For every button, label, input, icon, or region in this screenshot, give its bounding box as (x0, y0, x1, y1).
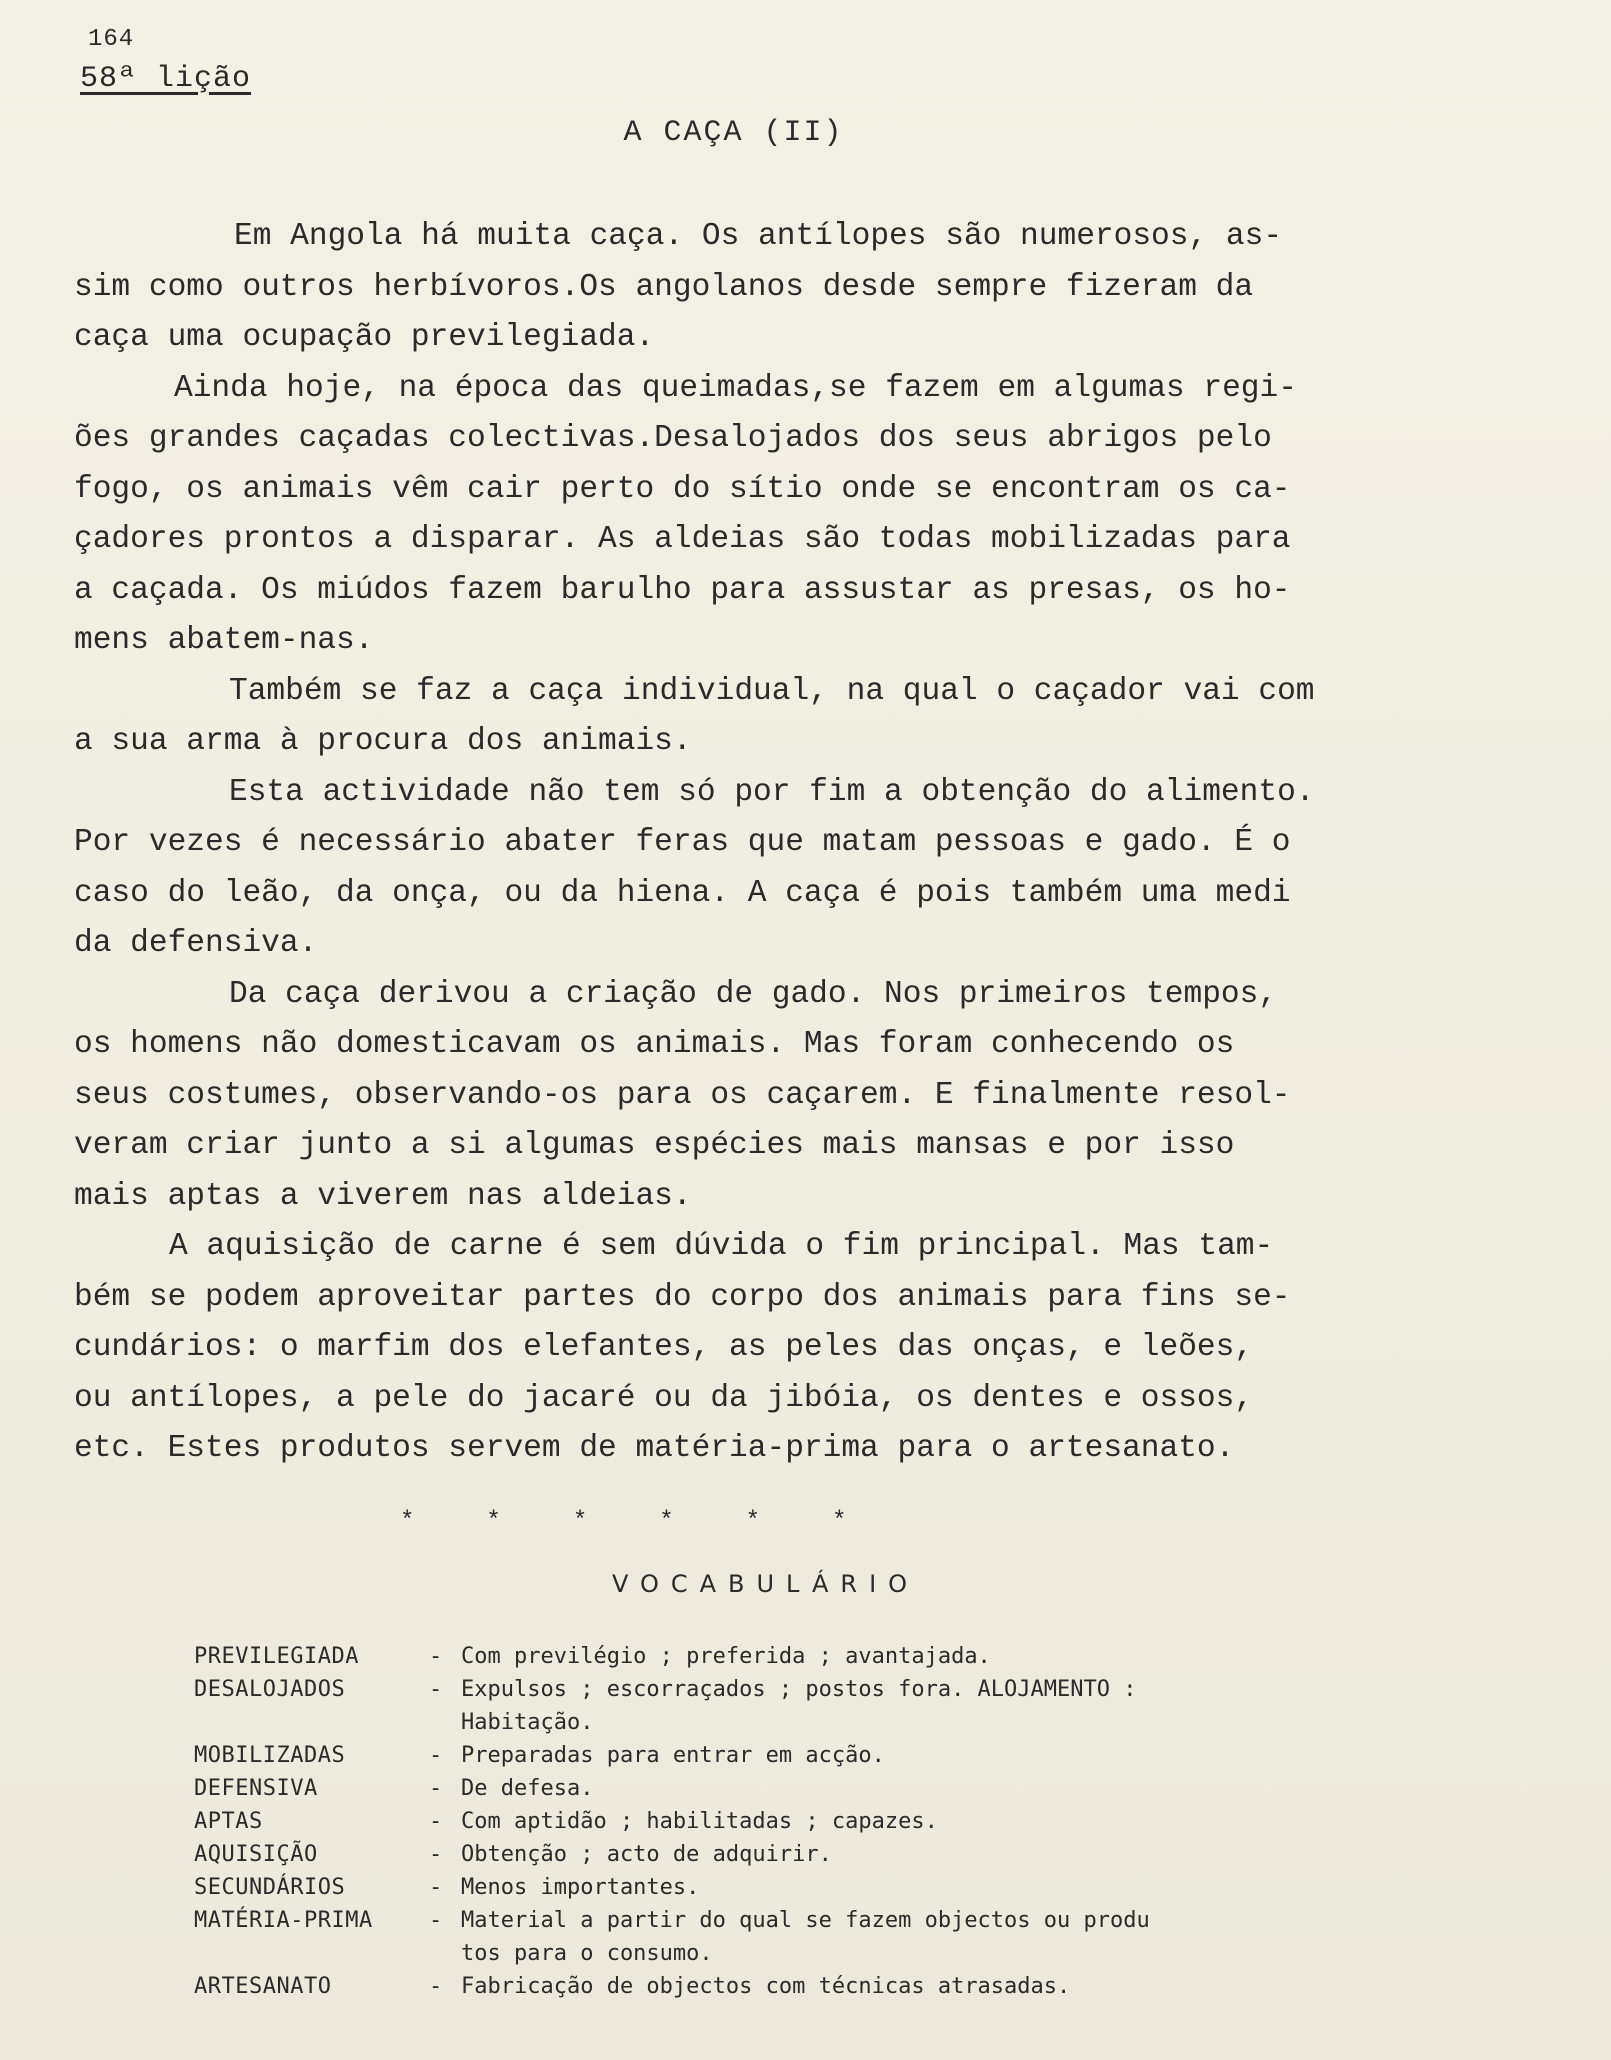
text-line: seus costumes, observando-os para os caçarem. E finalmente resol- (74, 1077, 1291, 1113)
text-line: bém se podem aproveitar partes do corpo dos animais para fins se- (74, 1279, 1291, 1315)
vocabulary-entry (194, 1904, 1494, 1970)
text-line: a sua arma à procura dos animais. (74, 724, 692, 759)
vocabulary-term: MATÉRIA-PRIMA (194, 1908, 373, 1933)
text-line: caso do leão, da onça, ou da hiena. A caça é pois também uma medi (74, 875, 1291, 911)
text-line: çadores prontos a disparar. As aldeias são todas mobilizadas para (74, 522, 1291, 557)
vocabulary-term: ARTESANATO (194, 1974, 332, 1999)
text-line: ou antílopes, a pele do jacaré ou da jibóia, os dentes e ossos, (74, 1380, 1254, 1416)
text-line: veram criar junto a si algumas espécies mais mansas e por isso (74, 1128, 1235, 1163)
vocabulary-heading-text: VOCABULÁRIO (611, 1570, 920, 1598)
vocabulary-term: APTAS (194, 1809, 263, 1834)
vocabulary-dash: - (429, 1974, 443, 1999)
text-line: ões grandes caçadas colectivas.Desalojados dos seus abrigos pelo (74, 421, 1272, 456)
vocabulary-definition: Menos importantes. (461, 1875, 700, 1900)
vocabulary-term: DESALOJADOS (194, 1677, 346, 1702)
vocabulary-definition: Habitação. (461, 1710, 594, 1735)
vocabulary-entry (194, 1805, 1494, 1838)
vocabulary-entry (194, 1772, 1494, 1805)
vocabulary-entry (194, 1871, 1494, 1904)
vocabulary-dash: - (429, 1842, 443, 1867)
text-line: Ainda hoje, na época das queimadas,se fazem em algumas regi- (174, 370, 1297, 406)
vocabulary-definition: Fabricação de objectos com técnicas atrasadas. (461, 1974, 1071, 1999)
vocabulary-term: MOBILIZADAS (194, 1743, 346, 1768)
text-line: A aquisição de carne é sem dúvida o fim principal. Mas tam- (169, 1229, 1274, 1264)
vocabulary-dash: - (429, 1776, 443, 1801)
lesson-heading: 58ª lição (80, 62, 252, 96)
vocabulary-dash: - (429, 1677, 443, 1702)
vocabulary-entry (194, 1640, 1494, 1673)
body-text (74, 212, 1374, 1475)
text-line: mens abatem-nas. (74, 623, 374, 658)
text-line: Da caça derivou a criação de gado. Nos primeiros tempos, (229, 976, 1278, 1012)
vocabulary-definition: Com aptidão ; habilitadas ; capazes. (461, 1809, 938, 1834)
page-title (0, 116, 1611, 150)
text-line: a caçada. Os miúdos fazem barulho para assustar as presas, os ho- (74, 572, 1291, 608)
text-line: etc. Estes produtos servem de matéria-prima para o artesanato. (74, 1431, 1235, 1466)
vocabulary-definition: Obtenção ; acto de adquirir. (461, 1842, 832, 1867)
text-line: Em Angola há muita caça. Os antílopes são numerosos, as- (234, 219, 1283, 254)
text-line: Também se faz a caça individual, na qual o caçador vai com (229, 673, 1315, 709)
text-line: fogo, os animais vêm cair perto do sítio onde se encontram os ca- (74, 471, 1291, 507)
vocabulary-dash: - (429, 1743, 443, 1768)
text-line: cundários: o marfim dos elefantes, as peles das onças, e leões, (74, 1330, 1254, 1365)
section-separator: * * * * * * (400, 1508, 847, 1535)
text-line: Esta actividade não tem só por fim a obtenção do alimento. (229, 774, 1315, 810)
vocabulary-term: AQUISIÇÃO (194, 1842, 318, 1867)
vocabulary-term: PREVILEGIADA (194, 1644, 359, 1669)
vocabulary-term: DEFENSIVA (194, 1776, 318, 1801)
vocabulary-entry (194, 1970, 1494, 2003)
text-line: da defensiva. (74, 926, 318, 961)
vocabulary-term: SECUNDÁRIOS (194, 1875, 346, 1900)
vocabulary-definition: Expulsos ; escorraçados ; postos fora. ALOJAMENTO : (461, 1677, 1137, 1702)
page-title-text: A CAÇA (II) (623, 116, 844, 150)
vocabulary-definition: tos para o consumo. (461, 1941, 713, 1966)
vocabulary-definition: Material a partir do qual se fazem objectos ou produ (461, 1908, 1150, 1933)
vocabulary-definition: De defesa. (461, 1776, 594, 1801)
vocabulary-dash: - (429, 1875, 443, 1900)
text-line: Por vezes é necessário abater feras que matam pessoas e gado. É o (74, 825, 1291, 860)
vocabulary-heading (0, 1570, 1611, 1598)
vocabulary-entry (194, 1838, 1494, 1871)
vocabulary-entry (194, 1673, 1494, 1739)
vocabulary-dash: - (429, 1908, 443, 1933)
vocabulary-dash: - (429, 1644, 443, 1669)
vocabulary-dash: - (429, 1809, 443, 1834)
vocabulary-definition: Com previlégio ; preferida ; avantajada. (461, 1644, 991, 1669)
text-line: os homens não domesticavam os animais. Mas foram conhecendo os (74, 1027, 1235, 1062)
vocabulary-definition: Preparadas para entrar em acção. (461, 1743, 885, 1768)
vocabulary-entry (194, 1739, 1494, 1772)
text-line: sim como outros herbívoros.Os angolanos desde sempre fizeram da (74, 269, 1254, 305)
text-line: caça uma ocupação previlegiada. (74, 320, 655, 355)
vocabulary-list (194, 1640, 1494, 2003)
text-line: mais aptas a viverem nas aldeias. (74, 1178, 692, 1214)
page-number: 164 (88, 26, 135, 53)
